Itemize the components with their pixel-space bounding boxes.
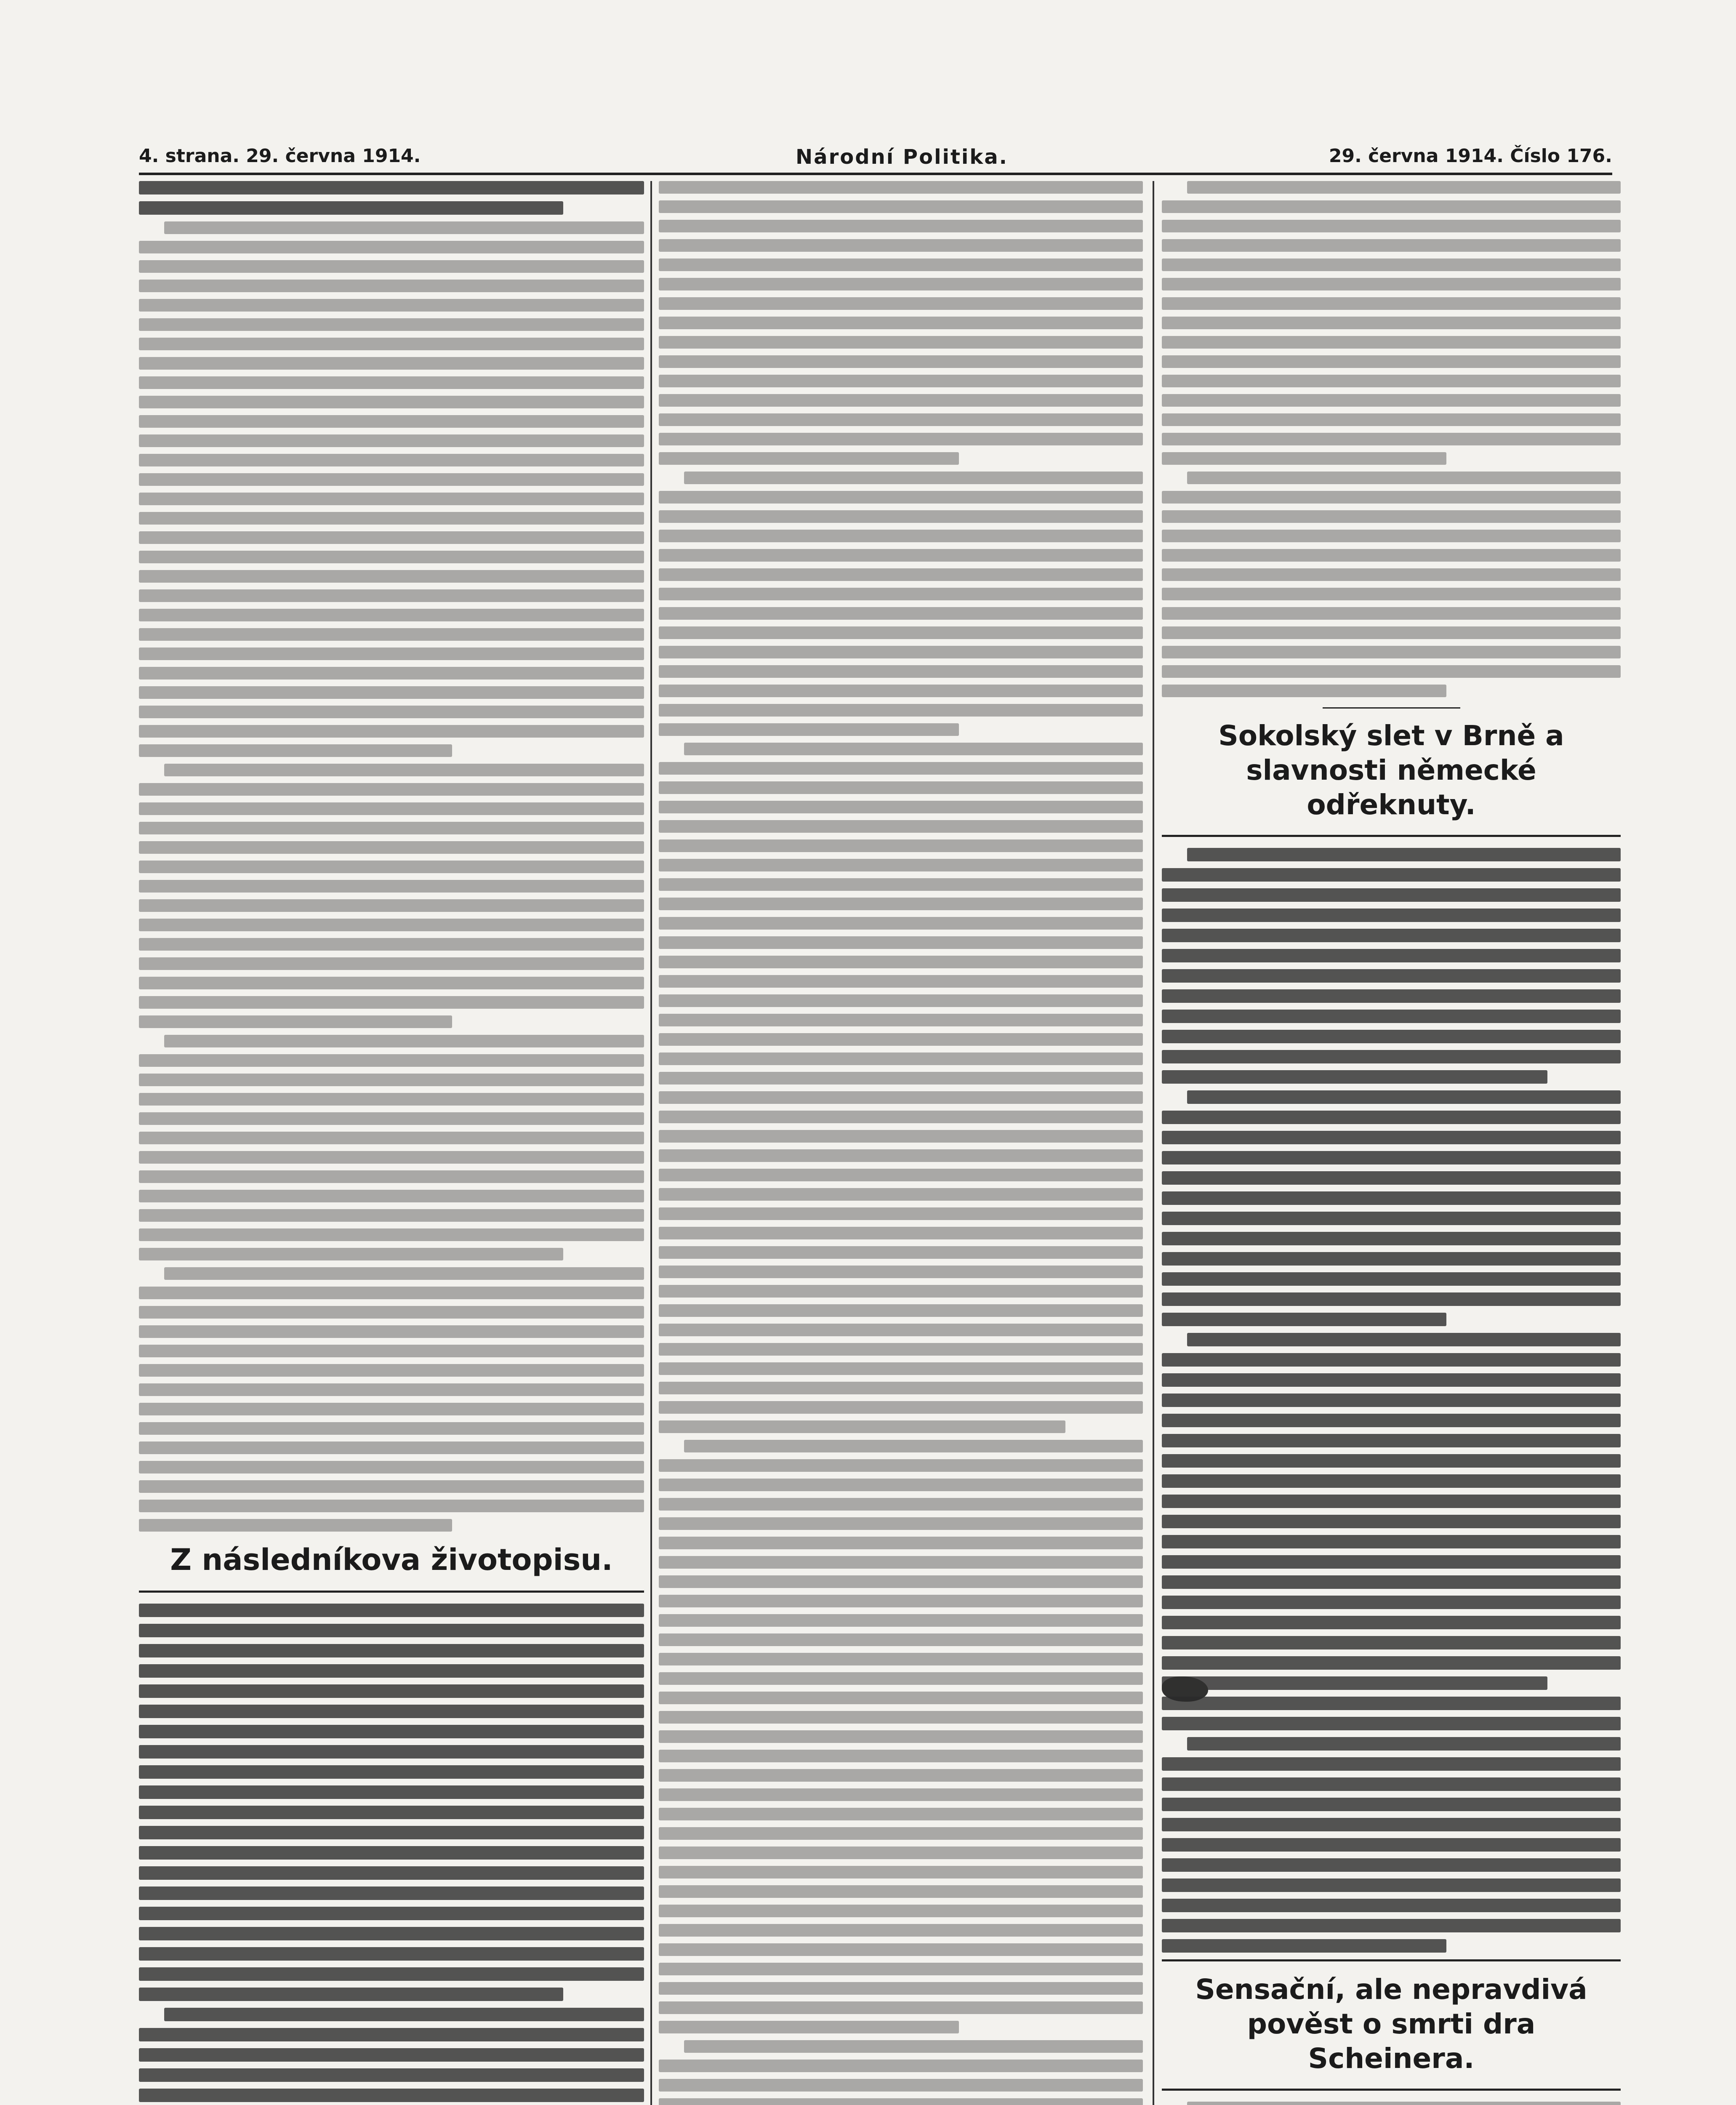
masthead [139,145,1612,175]
column-1 [139,181,644,2105]
masthead-rule [139,173,1612,175]
article-text [659,181,1143,2105]
newspaper-title: Národní Politika. [796,145,1008,169]
heading-rule [1162,835,1621,837]
column-divider [650,181,652,2105]
column-2 [659,181,1143,2105]
article-text [1162,2102,1621,2105]
issue-date-number: 29. června 1914. Číslo 176. [1329,145,1612,167]
divider [1323,707,1460,709]
section-heading: Sokolský slet v Brně a slavnosti německé odřeknuty. [1218,719,1564,821]
article-text [139,1604,644,2105]
column-divider [1153,181,1154,2105]
column-3 [1162,181,1621,2105]
section-heading: Z následníkova životopisu. [170,1543,613,1577]
heading-rule [1162,2089,1621,2091]
article-text [139,181,644,1532]
article-text [1162,848,1621,1953]
section-heading: Sensační, ale nepravdivá pověst o smrti dra Scheinera. [1195,1973,1587,2075]
page-number-date: 4. strana. 29. června 1914. [139,145,421,167]
heading-rule [1162,1959,1621,1961]
article-text [1162,181,1621,697]
heading-rule [139,1591,644,1593]
